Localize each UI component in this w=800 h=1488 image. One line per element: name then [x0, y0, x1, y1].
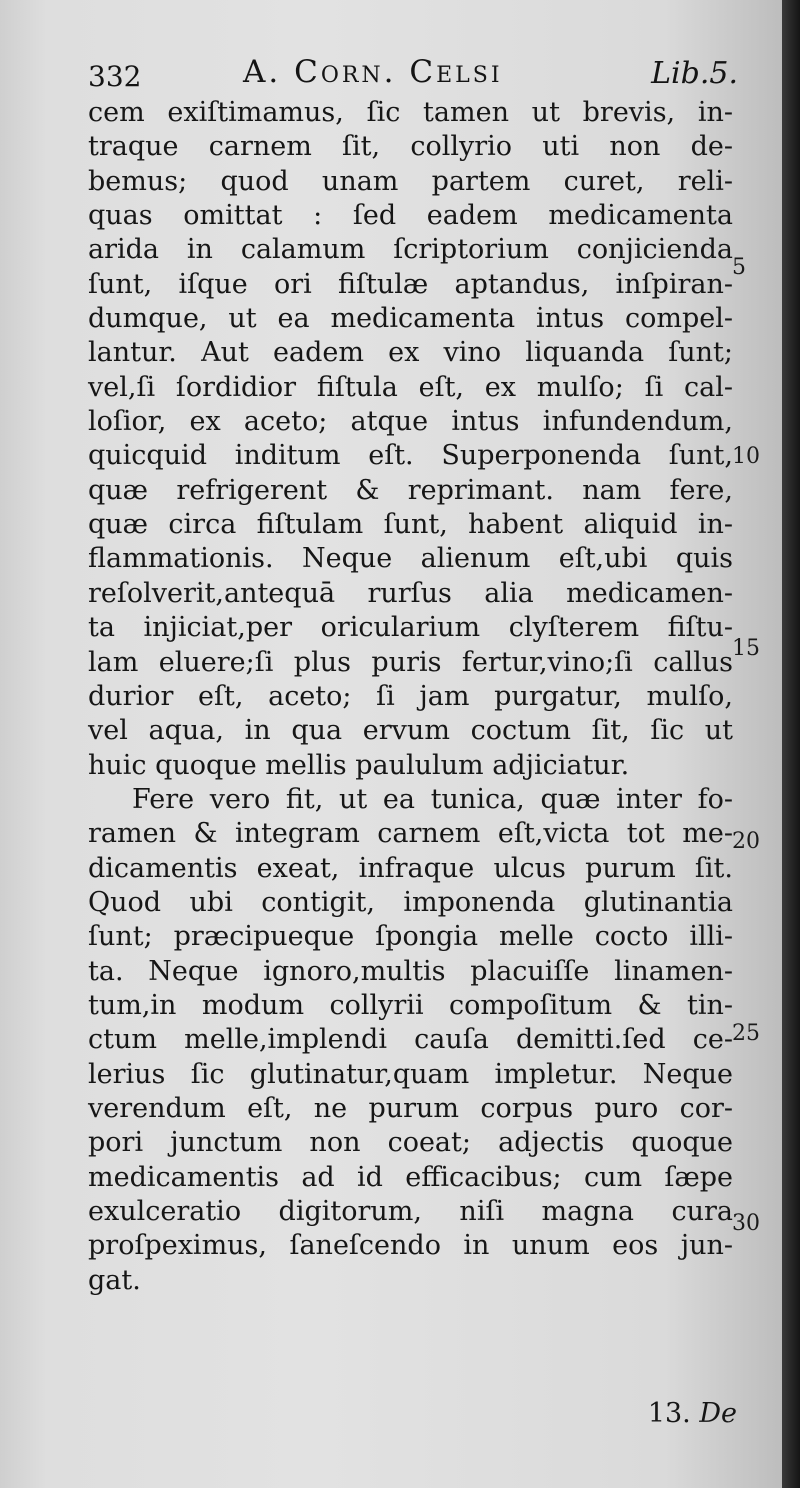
- text-line: dicamentis exeat, infraque ulcus purum ſit.: [88, 852, 733, 884]
- text-line: quas omittat : ſed eadem medicamenta: [88, 200, 733, 232]
- catchword: [648, 1398, 737, 1429]
- margin-line-number: 25: [732, 1021, 760, 1046]
- margin-line-number: 5: [732, 255, 746, 280]
- page-number: 332: [88, 60, 142, 93]
- text-line: ta injiciat,per oricularium clyſterem fiſtu-: [88, 612, 733, 644]
- text-line: dumque, ut ea medicamenta intus compel-: [88, 303, 733, 335]
- text-line: ſunt, iſque ori fiſtulæ aptandus, inſpiran-: [88, 268, 733, 300]
- text-line: ta. Neque ignoro,multis placuiſſe linamen-: [88, 955, 733, 987]
- text-line: vel aqua, in qua ervum coctum ſit, ſic ut: [88, 715, 733, 747]
- text-line: vel,ſi ſordidior fiſtula eſt, ex mulſo; ſi cal-: [88, 371, 733, 403]
- text-line: Quod ubi contigit, imponenda glutinantia: [88, 886, 733, 918]
- text-line: arida in calamum ſcriptorium conjicienda: [88, 234, 733, 266]
- text-line: durior eſt, aceto; ſi jam purgatur, mulſo,: [88, 680, 733, 712]
- text-line: lam eluere;ſi plus puris fertur,vino;ſi callus: [88, 646, 733, 678]
- body-text: [88, 96, 733, 1298]
- margin-line-number: 30: [732, 1211, 760, 1236]
- margin-line-number: 15: [732, 636, 760, 661]
- catchword-text: De: [699, 1398, 737, 1429]
- text-line: quicquid inditum eſt. Superponenda ſunt,: [88, 440, 733, 472]
- running-title: A. Corn. Celsi: [243, 54, 503, 90]
- text-line: ſunt; præcipueque ſpongia melle cocto illi-: [88, 921, 733, 953]
- text-line: verendum eſt, ne purum corpus puro cor-: [88, 1092, 733, 1124]
- text-line: medicamentis ad id efficacibus; cum ſæpe: [88, 1161, 733, 1193]
- book-edge: [782, 0, 800, 1488]
- text-line: quæ refrigerent & reprimant. nam fere,: [88, 474, 733, 506]
- text-line: ctum melle,implendi cauſa demitti.ſed ce-: [88, 1024, 733, 1056]
- text-line: lerius ſic glutinatur,quam impletur. Neque: [88, 1058, 733, 1090]
- text-line: reſolverit,antequā rurſus alia medicamen-: [88, 577, 733, 609]
- text-line: proſpeximus, ſaneſcendo in unum eos jun-: [88, 1230, 733, 1262]
- text-line: huic quoque mellis paululum adjiciatur.: [88, 749, 630, 781]
- text-line: pori junctum non coeat; adjectis quoque: [88, 1127, 733, 1159]
- text-line: quæ circa fiſtulam ſunt, habent aliquid in-: [88, 509, 733, 541]
- text-line: loſior, ex aceto; atque intus infundendum,: [88, 406, 733, 438]
- text-line: lantur. Aut eadem ex vino liquanda ſunt;: [88, 337, 733, 369]
- text-line: Fere vero fit, ut ea tunica, quæ inter fo-: [132, 783, 733, 815]
- text-line: gat.: [88, 1264, 141, 1296]
- margin-line-number: 10: [732, 444, 760, 469]
- margin-line-number: 20: [732, 829, 760, 854]
- text-line: bemus; quod unam partem curet, reli-: [88, 165, 733, 197]
- text-line: traque carnem ſit, collyrio uti non de-: [88, 131, 733, 163]
- catchword-number: 13.: [647, 1398, 691, 1429]
- text-line: flammationis. Neque alienum eſt,ubi quis: [88, 543, 733, 575]
- text-line: tum,in modum collyrii compoſitum & tin-: [88, 989, 733, 1021]
- text-line: ramen & integram carnem eſt,victa tot me-: [88, 818, 733, 850]
- text-line: exulceratio digitorum, niſi magna cura: [88, 1196, 733, 1227]
- text-line: cem exiſtimamus, ſic tamen ut brevis, in-: [88, 97, 733, 128]
- page-header: [88, 52, 738, 100]
- book-number: Lib.5.: [651, 56, 738, 91]
